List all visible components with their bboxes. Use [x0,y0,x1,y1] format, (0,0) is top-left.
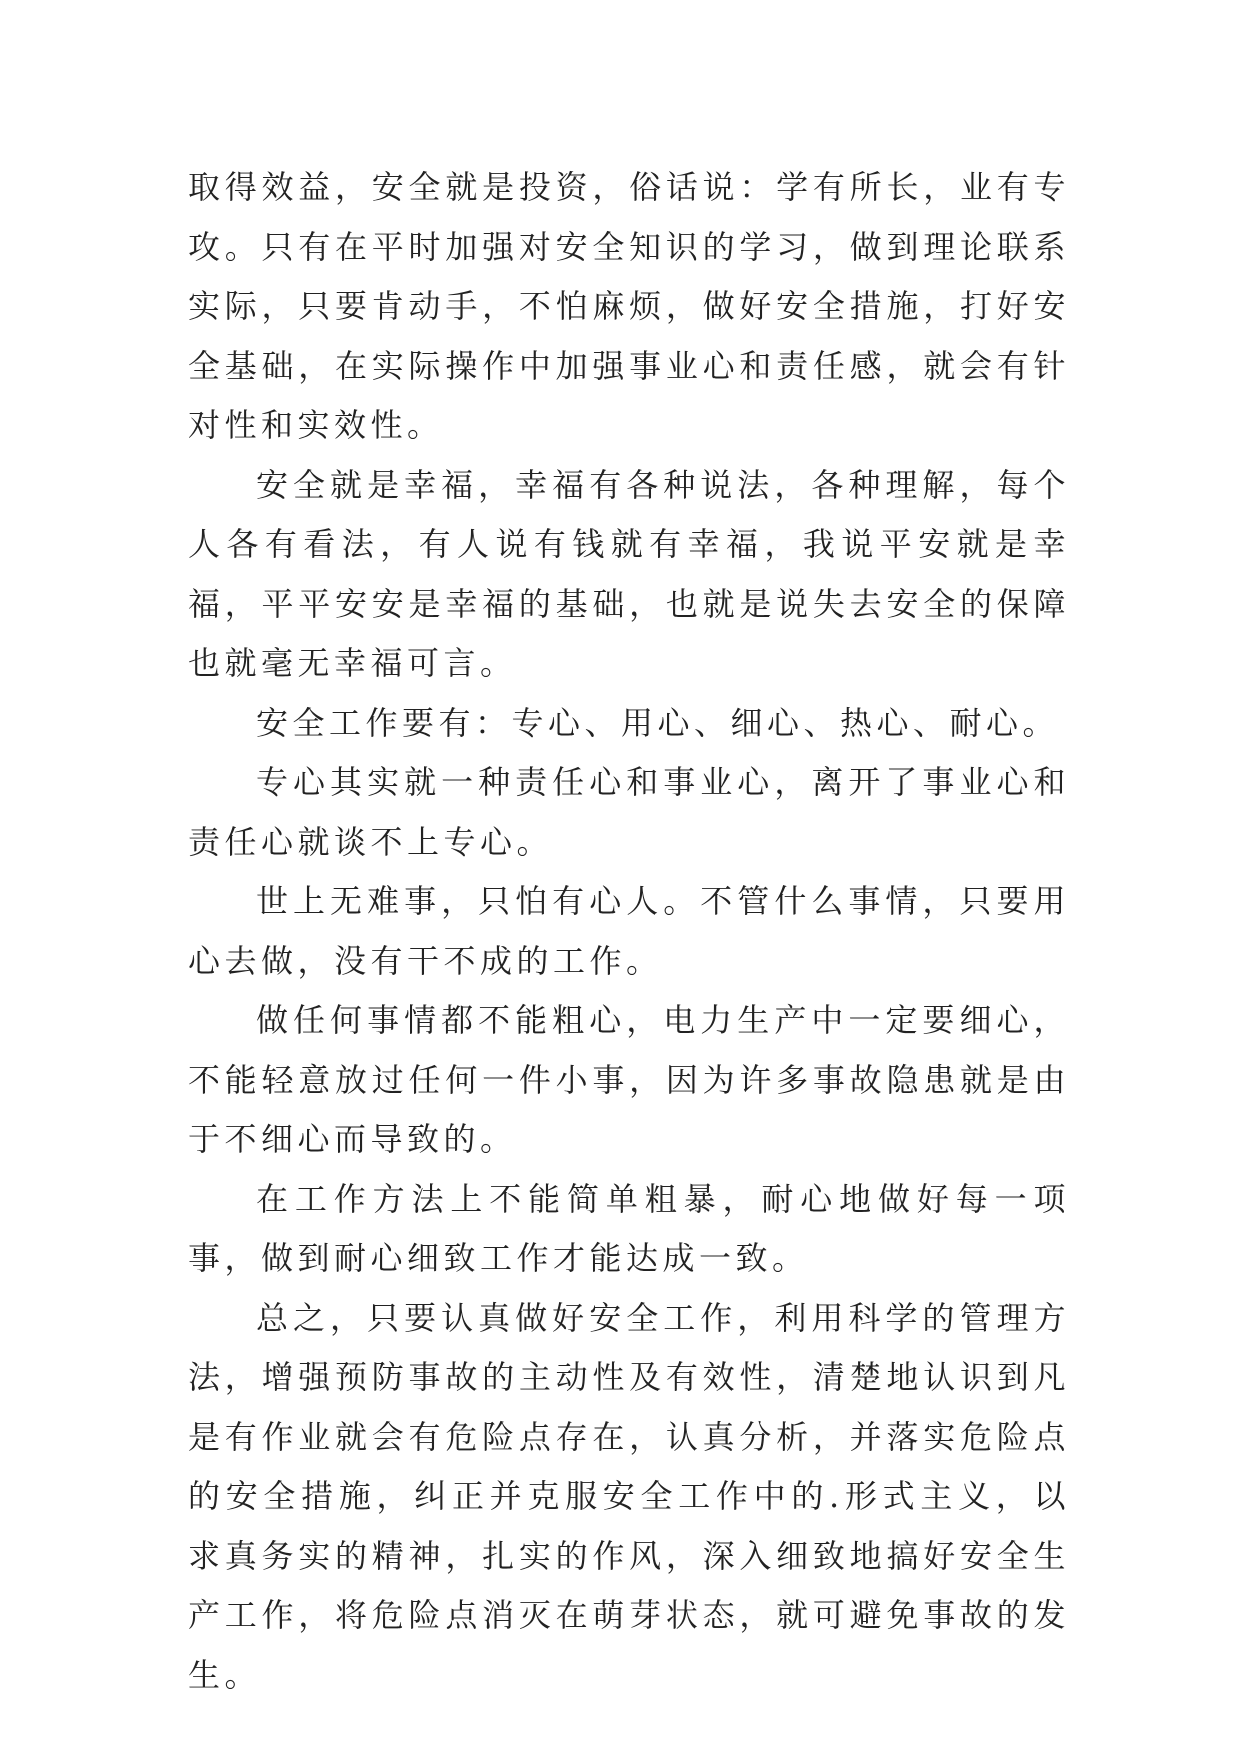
paragraph-diligence: 世上无难事，只怕有心人。不管什么事情，只要用心去做，没有干不成的工作。 [188,882,1070,980]
paragraph-safety-happiness: 安全就是幸福，幸福有各种说法，各种理解，每个人各有看法，有人说有钱就有幸福，我说平安就是幸福，平平安安是幸福的基础，也就是说失去安全的保障也就毫无幸福可言。 [188,465,1070,682]
paragraph-five-hearts: 安全工作要有：专心、用心、细心、热心、耐心。 [256,703,1060,742]
paragraph-carefulness: 做任何事情都不能粗心，电力生产中一定要细心，不能轻意放过任何一件小事，因为许多事故隐患就是由于不细心而导致的。 [188,1001,1070,1158]
paragraph-continuation: 取得效益，安全就是投资，俗话说：学有所长，业有专攻。只有在平时加强对安全知识的学习，做到理论联系实际，只要肯动手，不怕麻烦，做好安全措施，打好安全基础，在实际操作中加强事业心和责任感，就会有针对性和实效性。 [188,168,1070,444]
paragraph-conclusion: 总之，只要认真做好安全工作，利用科学的管理方法，增强预防事故的主动性及有效性，清楚地认识到凡是有作业就会有危险点存在，认真分析，并落实危险点的安全措施，纠正并克服安全工作中的.形式主义，以求真务实的精神，扎实的作风，深入细致地搞好安全生产工作，将危险点消灭在萌芽状态，就可避免事故的发生。 [188,1298,1070,1694]
paragraph-patience: 在工作方法上不能简单粗暴，耐心地做好每一项事，做到耐心细致工作才能达成一致。 [188,1179,1070,1277]
document-body [188,158,1070,1705]
paragraph-focus: 专心其实就一种责任心和事业心，离开了事业心和责任心就谈不上专心。 [188,763,1070,861]
